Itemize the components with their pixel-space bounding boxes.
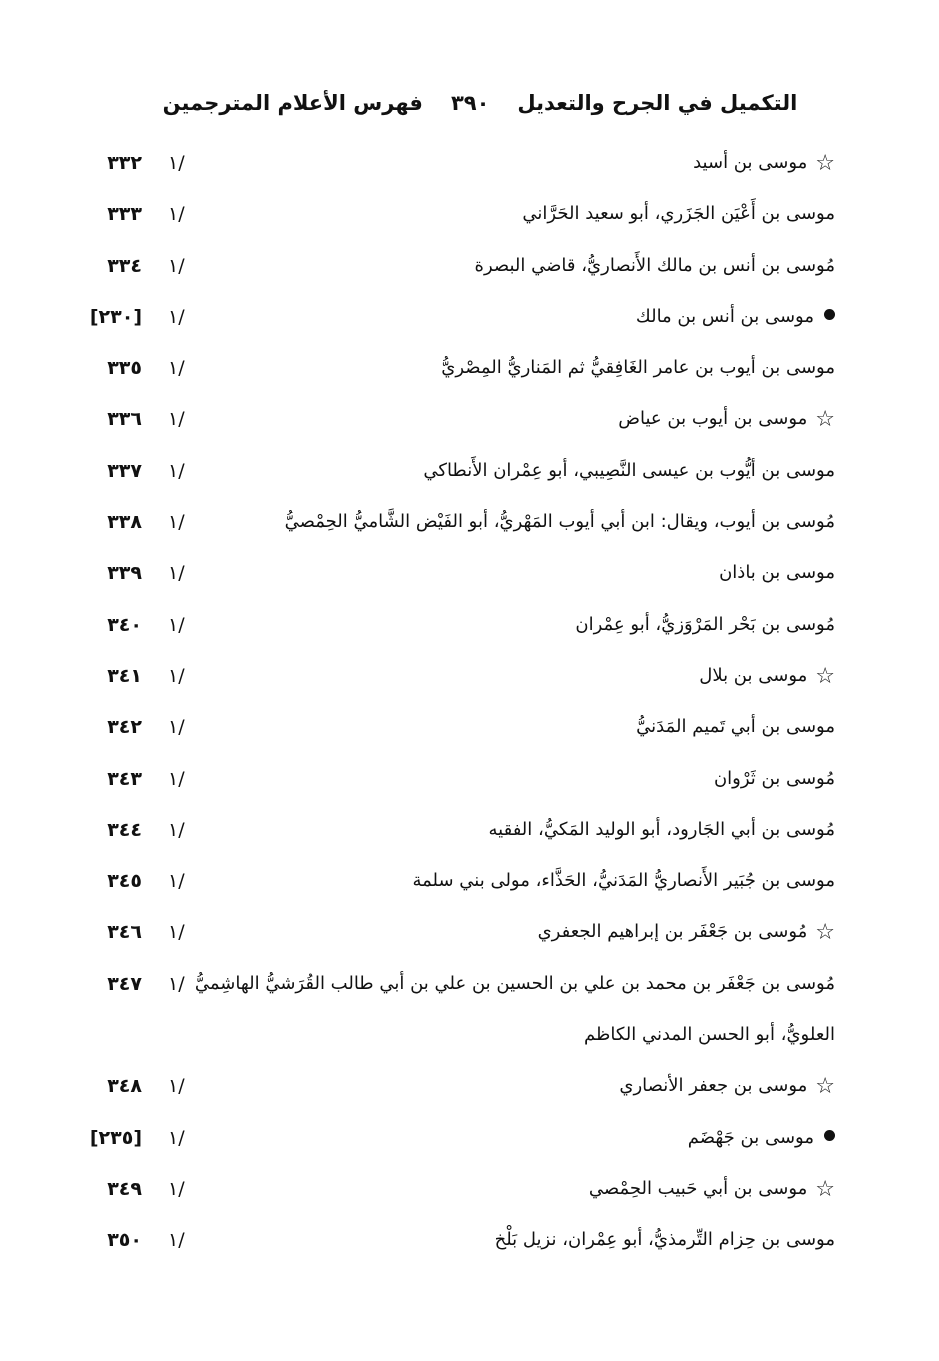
index-entry — [70, 243, 845, 294]
volume-ref: ١/ — [168, 1075, 185, 1098]
star-icon: ☆ — [815, 663, 835, 689]
index-entry — [70, 499, 845, 550]
volume-ref: ١/ — [168, 152, 185, 174]
index-entry — [70, 653, 845, 704]
entry-number: ٣٣٦ — [107, 408, 142, 431]
entry-name-text: موسى بن جعفر الأنصاري — [619, 1075, 808, 1097]
index-entry — [70, 756, 845, 807]
entry-number: ٣٤٢ — [107, 716, 142, 739]
entry-number: ٣٣٥ — [107, 357, 142, 380]
entry-number: ٣٣٩ — [107, 562, 142, 585]
entry-name — [699, 663, 835, 690]
star-icon: ☆ — [815, 920, 835, 946]
entry-name — [618, 406, 835, 433]
entry-name — [688, 1125, 835, 1151]
entry-name — [522, 201, 835, 227]
volume-ref: ١/ — [168, 1126, 185, 1149]
entry-name-text: موسى بن جَهْضَم — [687, 1126, 814, 1148]
volume-ref: ١/ — [168, 357, 185, 380]
index-entry — [70, 448, 845, 499]
entry-name-text: موسى بن أيُّوب بن عيسى النَّصِيبي، أبو عِمْران الأَنطاكي — [423, 459, 835, 481]
entry-name — [441, 355, 835, 381]
entry-name — [719, 560, 835, 586]
entry-name-text: موسى بن بلال — [699, 664, 808, 686]
section-title: فهرس الأعلام المترجمين — [162, 91, 423, 115]
entry-number: ٣٣٣ — [107, 203, 142, 226]
index-entry — [70, 191, 845, 242]
index-entry — [70, 602, 845, 653]
entry-number: ٣٣٢ — [107, 152, 142, 174]
entry-name — [636, 714, 835, 740]
entry-number: ٣٤٧ — [107, 972, 142, 995]
index-entry — [70, 345, 845, 396]
entry-name — [538, 919, 835, 946]
entry-name — [693, 150, 835, 177]
entry-number: ٣٣٤ — [107, 254, 142, 277]
index-entry — [70, 961, 845, 1012]
entry-name-text: موسى بن جُبَير الأَنصاريُّ المَدَنيُّ، الحَذَّاء، مولى بني سلمة — [412, 870, 835, 892]
entry-number: ٣٣٧ — [107, 459, 142, 482]
entry-number: ٣٤٩ — [107, 1177, 142, 1200]
volume-ref: ١/ — [168, 613, 185, 636]
entry-number: ٣٤٣ — [107, 767, 142, 790]
entry-name-text: مُوسى بن جَعْفَر بن محمد بن علي بن الحسين بن علي بن أبي طالب القُرَشيُّ الهاشِميُّ — [194, 972, 835, 994]
star-icon: ☆ — [815, 1176, 835, 1202]
index-entry — [70, 704, 845, 755]
entry-name — [619, 1073, 835, 1100]
running-header — [162, 86, 798, 120]
entry-name-text: مُوسى بن أبي الجَارود، أبو الوليد المَكيُّ، الفقيه — [488, 818, 835, 840]
entry-name — [636, 304, 835, 330]
entry-number: [٢٣٠] — [89, 305, 142, 328]
bullet-dot-icon — [824, 309, 835, 320]
index-entry — [70, 807, 845, 858]
entry-number: ٣٤٨ — [107, 1075, 142, 1098]
entry-name-text: موسى بن أنس بن مالك — [635, 305, 814, 327]
volume-ref: ١/ — [168, 870, 185, 893]
entry-number: ٣٥٠ — [107, 1229, 142, 1252]
star-icon: ☆ — [815, 151, 835, 176]
entry-number: ٣٤٠ — [107, 613, 142, 636]
entry-name-text: موسى بن أسيد — [693, 152, 808, 173]
volume-ref: ١/ — [168, 767, 185, 790]
page-number: ٣٩٠ — [450, 91, 490, 115]
entry-name-text: موسى بن أبي تَميم المَدَنيُّ — [636, 716, 835, 738]
entry-name-text: موسى بن أيوب بن عامر الغَافِقيُّ ثم المَناريُّ المِصْريُّ — [441, 357, 835, 379]
entry-name — [195, 971, 835, 997]
index-entry — [70, 858, 845, 909]
entry-name — [475, 253, 835, 279]
volume-ref: ١/ — [168, 972, 185, 995]
entry-name — [714, 766, 835, 792]
volume-ref: ١/ — [168, 1229, 185, 1252]
volume-ref: ١/ — [168, 818, 185, 841]
entry-name-text: مُوسى بن جَعْفَر بن إبراهيم الجعفري — [537, 921, 808, 943]
entry-name-text: موسى بن أَعْيَن الجَزَري، أبو سعيد الحَرَّاني — [522, 203, 835, 225]
book-title: التكميل في الجرح والتعديل — [517, 91, 798, 115]
entry-name-text: موسى بن أيوب بن عياض — [618, 408, 808, 430]
star-icon: ☆ — [815, 1074, 835, 1100]
index-entry — [70, 140, 845, 191]
index-entry — [70, 550, 845, 601]
star-icon: ☆ — [815, 407, 835, 433]
entry-name-text: مُوسى بن بَحْر المَرْوَزيُّ، أبو عِمْران — [575, 613, 835, 635]
entry-name — [412, 868, 835, 894]
volume-ref: ١/ — [168, 408, 185, 431]
volume-ref: ١/ — [168, 716, 185, 739]
index-entry — [70, 294, 845, 345]
entry-name — [575, 612, 835, 638]
entry-name — [589, 1176, 835, 1203]
index-entry — [70, 396, 845, 447]
index-entry — [70, 1115, 845, 1166]
bullet-dot-icon — [824, 1130, 835, 1141]
volume-ref: ١/ — [168, 1177, 185, 1200]
entry-name-text: مُوسى بن أنس بن مالك الأَنصاريُّ، قاضي البصرة — [474, 254, 835, 276]
index-entries — [70, 140, 845, 1269]
index-entry — [70, 1166, 845, 1217]
entry-name-text: موسى بن باذان — [719, 562, 835, 584]
volume-ref: ١/ — [168, 664, 185, 687]
entry-number: ٣٣٨ — [107, 511, 142, 534]
index-entry-continuation — [70, 1012, 845, 1063]
entry-name — [584, 1022, 835, 1048]
entry-name — [495, 1227, 835, 1253]
volume-ref: ١/ — [168, 254, 185, 277]
entry-name — [423, 458, 835, 484]
entry-name-text: مُوسى بن ثَرْوان — [713, 767, 835, 789]
entry-name — [285, 509, 835, 535]
volume-ref: ١/ — [168, 921, 185, 944]
entry-name-text: مُوسى بن أيوب، ويقال: ابن أبي أيوب المَهْريُّ، أبو الفَيْض الشَّاميُّ الحِمْصيُّ — [284, 511, 835, 533]
entry-name — [489, 817, 835, 843]
volume-ref: ١/ — [168, 305, 185, 328]
index-entry — [70, 1063, 845, 1114]
entry-number: ٣٤١ — [107, 664, 142, 687]
entry-name-text: موسى بن أبي حَبيب الحِمْصي — [588, 1177, 808, 1199]
entry-number: ٣٤٦ — [107, 921, 142, 944]
entry-number: ٣٤٥ — [107, 870, 142, 893]
volume-ref: ١/ — [168, 562, 185, 585]
entry-number: [٢٣٥] — [89, 1126, 142, 1149]
volume-ref: ١/ — [168, 511, 185, 534]
index-entry — [70, 1217, 845, 1268]
entry-name-text: موسى بن حِزام التِّرمذيُّ، أبو عِمْران، نزيل بَلْخ — [494, 1229, 835, 1251]
volume-ref: ١/ — [168, 203, 185, 226]
entry-name-text: العلويُّ، أبو الحسن المدني الكاظم — [584, 1024, 835, 1046]
entry-number: ٣٤٤ — [107, 818, 142, 841]
index-entry — [70, 909, 845, 960]
volume-ref: ١/ — [168, 459, 185, 482]
